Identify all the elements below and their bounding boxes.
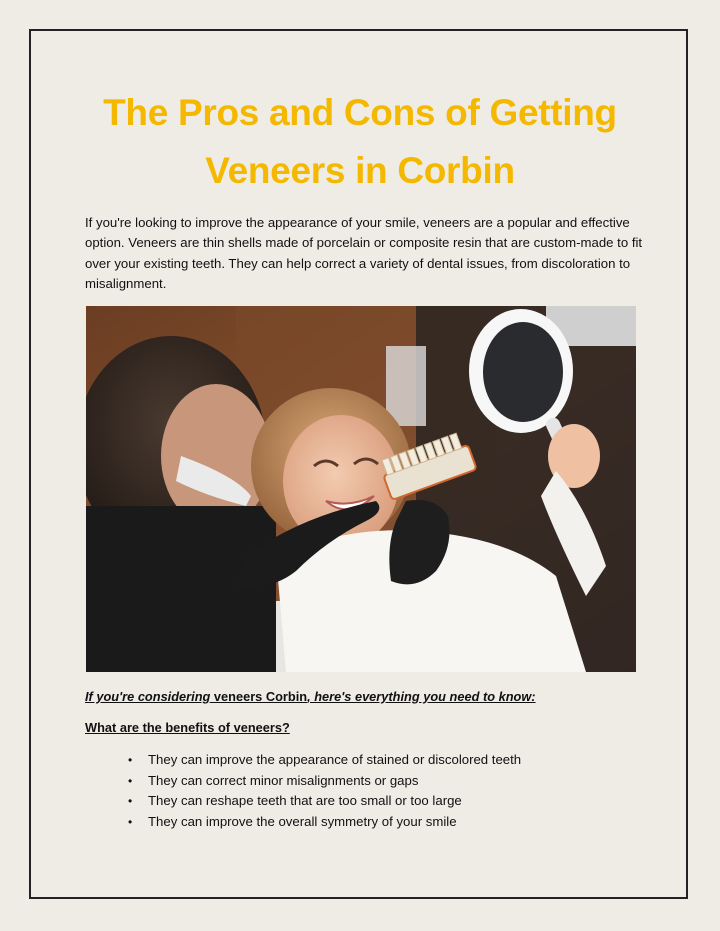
page-title — [60, 84, 660, 200]
list-item-text: They can reshape teeth that are too small or too large — [148, 793, 462, 809]
bullet-icon: • — [128, 773, 133, 788]
lead-part-1: If you're considering — [85, 689, 211, 704]
lead-sentence — [85, 688, 536, 706]
list-item — [126, 812, 521, 833]
title-line-2: Veneers in Corbin — [205, 150, 515, 191]
list-item-text: They can improve the overall symmetry of your smile — [148, 814, 457, 830]
list-item-text: They can improve the appearance of stained or discolored teeth — [148, 752, 522, 767]
title-line-1: The Pros and Cons of Getting — [103, 92, 617, 133]
intro-paragraph: If you're looking to improve the appearance of your smile, veneers are a popular and effective option. Veneers are thin shells made of porcelain or composite resin that are custom-made to fit over your existing teeth. They can help correct a variety of dental issues, from discoloration to misalignment. — [85, 215, 643, 291]
hero-photo-dentist-patient — [86, 306, 636, 672]
list-item-text: They can correct minor misalignments or gaps — [148, 772, 419, 788]
lead-keyword-link[interactable]: veneers Corbin — [210, 689, 308, 704]
bullet-icon: • — [128, 753, 133, 767]
lead-part-3: , here's everything you need to know: — [307, 689, 536, 704]
list-item — [126, 750, 521, 771]
benefits-list — [126, 750, 521, 833]
benefits-heading: What are the benefits of veneers? — [85, 720, 290, 735]
list-item — [126, 771, 521, 792]
bullet-icon: • — [128, 815, 133, 830]
bullet-icon: • — [128, 794, 133, 809]
list-item — [126, 791, 521, 812]
